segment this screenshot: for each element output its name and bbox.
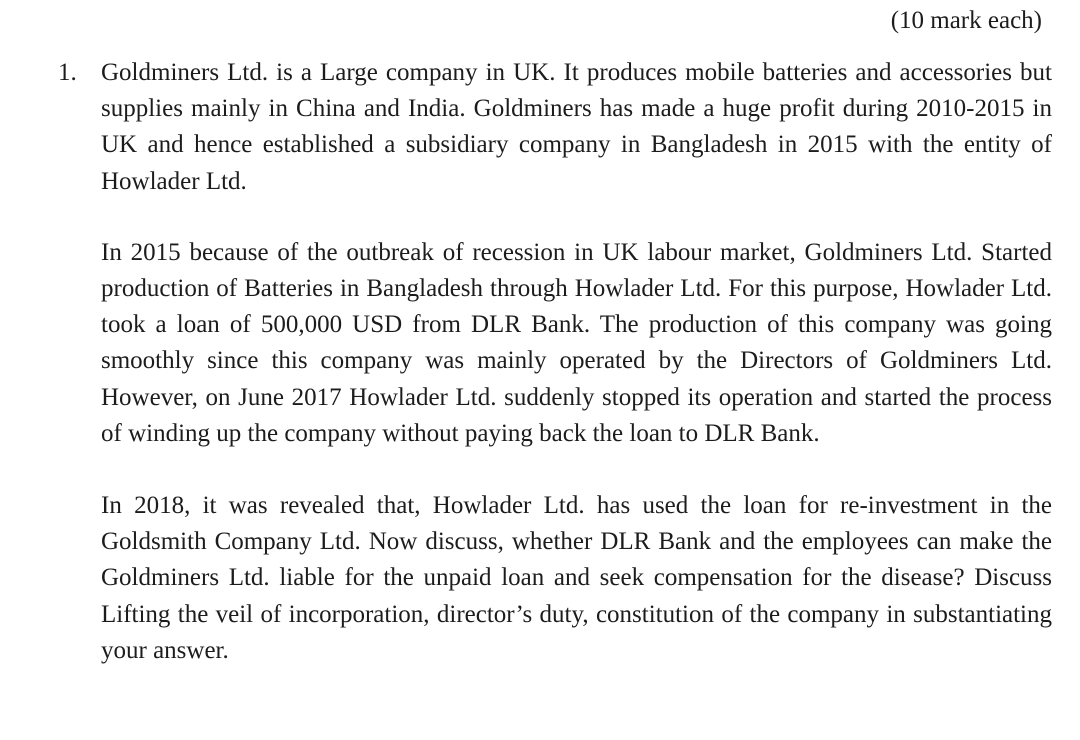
- question-paragraph-2: In 2015 because of the outbreak of recession in UK labour market, Goldminers Ltd. Started production of Batteries in Bangladesh through Howlader Ltd. For this purpose, Howlader Ltd. took a loan of 500,000 USD from DLR Bank. The production of this company was going smoothly since this company was mainly operated by the Directors of Goldminers Ltd. However, on June 2017 Howlader Ltd. suddenly stopped its operation and started the process of winding up the company without paying back the loan to DLR Bank.: [101, 238, 1052, 447]
- question-number: 1.: [58, 59, 77, 86]
- question-paragraph-1: Goldminers Ltd. is a Large company in UK. It produces mobile batteries and accessories but supplies mainly in China and India. Goldminers has made a huge profit during 2010-2015 in UK and hence established a subsidiary company in Bangladesh in 2015 with the entity of Howlader Ltd.: [101, 59, 1052, 195]
- question-body: [101, 55, 1052, 669]
- marks-label: (10 mark each): [890, 7, 1042, 34]
- question-paragraph-3: In 2018, it was revealed that, Howlader Ltd. has used the loan for re-investment in the Goldsmith Company Ltd. Now discuss, whether DLR Bank and the employees can make the Goldminers Ltd. liable for the unpaid loan and seek compensation for the disease? Discuss Lifting the veil of incorporation, director’s duty, constitution of the company in substantiating your answer.: [101, 492, 1052, 664]
